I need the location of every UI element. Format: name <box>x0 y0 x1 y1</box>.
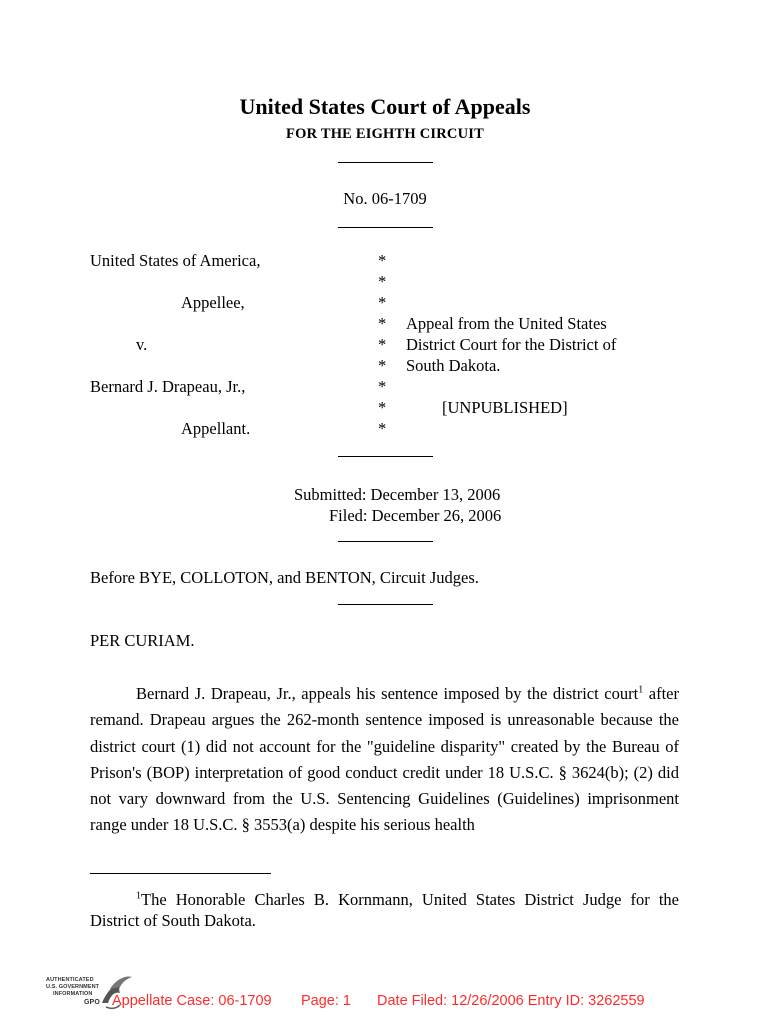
footnote-reference: 1 <box>638 684 644 696</box>
opinion-paragraph <box>90 681 679 839</box>
logo-line: INFORMATION <box>53 991 93 997</box>
filed-date: Filed: December 26, 2006 <box>329 506 502 525</box>
caption-line: Appellant. <box>181 419 251 438</box>
stamp-filed: Date Filed: 12/26/2006 Entry ID: 3262559 <box>377 993 645 1009</box>
filing-dates <box>294 484 501 526</box>
caption-line: v. <box>136 335 148 354</box>
divider <box>338 227 433 228</box>
caption-star: * <box>378 419 387 438</box>
appeal-origin <box>406 313 676 376</box>
opinion-text: after remand. Drapeau argues the 262-month sentence imposed is unreasonable because the district court (1) did not account for the "guideline disparity" created by the Bureau of Prison's (BOP) interpretation of good conduct credit under 18 U.S.C. § 3624(b); (2) did not vary downward from the U.S. Sentencing Guidelines (Guidelines) imprisonment range under 18 U.S.C. § 3553(a) despite his serious health <box>90 684 679 835</box>
divider <box>338 162 433 163</box>
caption-star: * <box>378 293 387 312</box>
divider <box>338 456 433 457</box>
divider <box>338 541 433 542</box>
circuit-subtitle: FOR THE EIGHTH CIRCUIT <box>286 126 484 142</box>
panel-judges: Before BYE, COLLOTON, and BENTON, Circuit Judges. <box>90 568 479 587</box>
stamp-case: Appellate Case: 06-1709 <box>112 993 272 1009</box>
caption-star: * <box>378 335 387 354</box>
caption-star: * <box>378 398 387 417</box>
appeal-origin-line: District Court for the District of <box>406 335 617 354</box>
logo-line: GPO <box>84 999 100 1006</box>
caption-line: Bernard J. Drapeau, Jr., <box>90 377 246 396</box>
caption-line <box>90 397 370 418</box>
logo-line: U.S. GOVERNMENT <box>46 984 100 990</box>
footnote-number: 1 <box>136 890 141 902</box>
caption-star: * <box>378 314 387 333</box>
caption-star: * <box>378 377 387 396</box>
logo-line: AUTHENTICATED <box>46 977 94 983</box>
stamp-page: Page: 1 <box>301 993 351 1009</box>
footnote <box>90 889 679 931</box>
caption-parties <box>90 250 370 439</box>
caption-star-column <box>378 250 392 439</box>
appeal-origin-line: South Dakota. <box>406 356 501 375</box>
caption-line <box>90 271 370 292</box>
caption-line: United States of America, <box>90 251 261 270</box>
court-title: United States Court of Appeals <box>239 94 531 119</box>
caption-star: * <box>378 356 387 375</box>
footnote-divider <box>90 873 271 874</box>
submitted-date: Submitted: December 13, 2006 <box>294 485 501 504</box>
unpublished-label: [UNPUBLISHED] <box>442 398 568 417</box>
divider <box>338 604 433 605</box>
caption-star: * <box>378 272 387 291</box>
footnote-text: The Honorable Charles B. Kornmann, United States District Judge for the District of South Dakota. <box>90 890 679 930</box>
caption-line <box>90 355 370 376</box>
per-curiam-heading: PER CURIAM. <box>90 631 195 650</box>
caption-line <box>90 313 370 334</box>
caption-star: * <box>378 251 387 270</box>
opinion-text: Bernard J. Drapeau, Jr., appeals his sentence imposed by the district court <box>136 684 639 703</box>
case-number: No. 06-1709 <box>343 189 427 208</box>
appeal-origin-line: Appeal from the United States <box>406 314 607 333</box>
caption-line: Appellee, <box>181 293 245 312</box>
